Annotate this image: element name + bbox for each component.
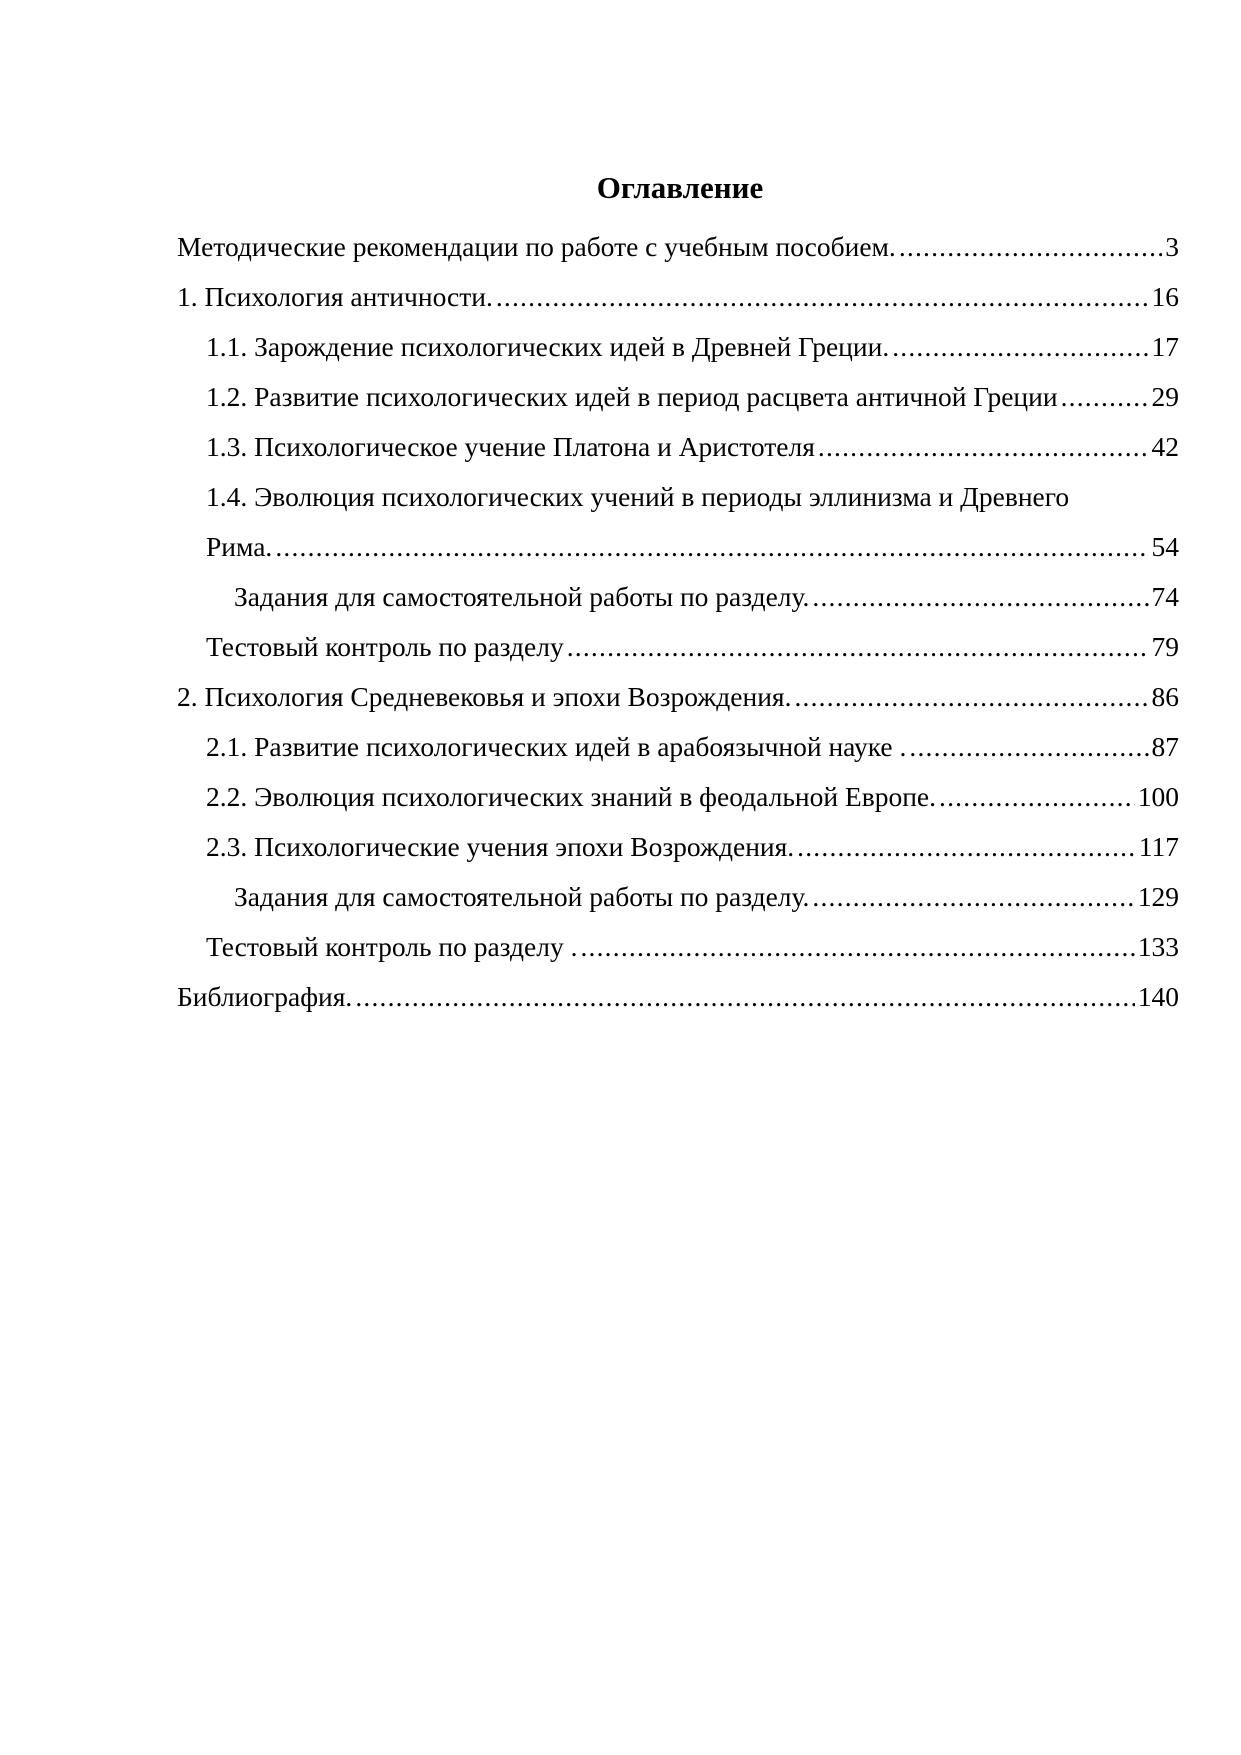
toc-entry-label: 1.4. Эволюция психологических учений в периоды эллинизма и Древнего: [206, 481, 1070, 512]
toc-leader-dots: [892, 322, 1148, 372]
page-title: Оглавление: [596, 170, 764, 205]
toc-leader-dots: [797, 822, 1136, 872]
toc-entry-label: 1. Психология античности.: [177, 281, 493, 312]
toc-entry[interactable]: [177, 572, 1179, 622]
toc-entry-page: 3: [1165, 231, 1179, 262]
toc-entry-label: 1.1. Зарождение психологических идей в Древней Греции.: [206, 331, 890, 362]
toc-entry-label: 2.3. Психологические учения эпохи Возрождения.: [206, 831, 795, 862]
toc-entry-label: Библиография.: [177, 981, 353, 1012]
toc-leader-dots: [818, 422, 1149, 472]
toc-entry-page: 87: [1151, 731, 1179, 762]
toc-entry-label: Рима.: [206, 531, 273, 562]
toc-entry-page: 100: [1137, 781, 1179, 812]
toc-leader-dots: [939, 772, 1135, 822]
toc-entry-label: Тестовый контроль по разделу: [206, 631, 564, 662]
toc-entry[interactable]: [177, 972, 1179, 1022]
toc-leader-dots: [1061, 372, 1149, 422]
toc-entry-label: 2.1. Развитие психологических идей в арабоязычной науке .: [206, 731, 907, 762]
toc-entry-label: 1.3. Психологическое учение Платона и Аристотеля: [206, 431, 815, 462]
toc-entry[interactable]: [177, 422, 1179, 472]
toc-leader-dots: [567, 622, 1149, 672]
toc-entry-label: Методические рекомендации по работе с учебным пособием.: [177, 231, 896, 262]
toc-entry-page: 140: [1137, 981, 1179, 1012]
toc-entry-page: 117: [1138, 831, 1179, 862]
toc-entry-label: Тестовый контроль по разделу .: [206, 931, 578, 962]
toc-leader-dots: [812, 872, 1134, 922]
toc-entry[interactable]: [177, 872, 1179, 922]
toc-leader-dots: [794, 672, 1148, 722]
toc-entry-page: 86: [1151, 681, 1179, 712]
toc-entry[interactable]: [177, 622, 1179, 672]
toc-leader-dots: [899, 222, 1162, 272]
toc-leader-dots: [909, 722, 1148, 772]
toc-leader-dots: [496, 272, 1149, 322]
toc-entry-page: 133: [1137, 931, 1179, 962]
toc-entry[interactable]: [177, 272, 1179, 322]
toc-entry-page: 74: [1151, 581, 1179, 612]
toc-entry[interactable]: [177, 322, 1179, 372]
toc-entry-label: Задания для самостоятельной работы по разделу.: [234, 581, 810, 612]
toc-entry[interactable]: [177, 222, 1179, 272]
toc-entry[interactable]: [177, 822, 1179, 872]
toc-entry-page: 79: [1151, 631, 1179, 662]
table-of-contents: [177, 222, 1179, 1022]
toc-entry-page: 129: [1137, 881, 1179, 912]
toc-entry-page: 17: [1151, 331, 1179, 362]
toc-leader-dots: [580, 922, 1134, 972]
toc-leader-dots: [812, 572, 1148, 622]
toc-entry[interactable]: [177, 772, 1179, 822]
toc-entry[interactable]: [177, 372, 1179, 422]
toc-leader-dots: [275, 522, 1148, 572]
toc-entry[interactable]: [177, 922, 1179, 972]
toc-entry-label: 2. Психология Средневековья и эпохи Возрождения.: [177, 681, 792, 712]
toc-entry-multiline[interactable]: [177, 472, 1179, 522]
toc-entry-continuation[interactable]: [177, 522, 1179, 572]
toc-entry-label: 2.2. Эволюция психологических знаний в феодальной Европе.: [206, 781, 937, 812]
toc-entry-label: Задания для самостоятельной работы по разделу.: [234, 881, 810, 912]
toc-leader-dots: [355, 972, 1134, 1022]
toc-entry-page: 16: [1151, 281, 1179, 312]
toc-entry[interactable]: [177, 722, 1179, 772]
toc-entry-label: 1.2. Развитие психологических идей в период расцвета античной Греции: [206, 381, 1058, 412]
toc-entry-page: 29: [1151, 381, 1179, 412]
toc-entry-page: 42: [1151, 431, 1179, 462]
toc-entry[interactable]: [177, 672, 1179, 722]
toc-entry-page: 54: [1151, 531, 1179, 562]
